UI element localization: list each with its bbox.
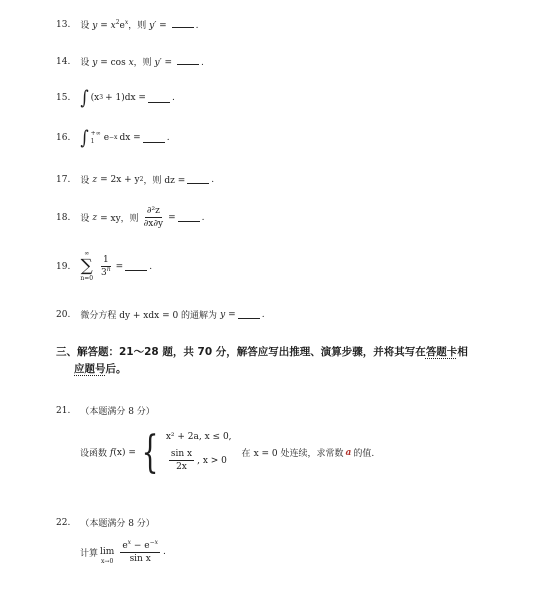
question-22-body: 计算 lim x→0 $\frac{e^x - e^{-x}}{\text{sin x}}$ . [80, 538, 166, 565]
case-2: $\frac{\text{sin x}}{2x}$ , x > 0 [170, 449, 227, 472]
question-number: 18. [56, 212, 71, 223]
answer-blank[interactable] [178, 213, 200, 222]
question-17: 17. 设 z = 2x + y 2 ，则 dz = . [56, 174, 215, 186]
question-21-header [56, 404, 155, 417]
answer-blank[interactable] [172, 19, 194, 28]
score-note: （本题满分 8 分） [80, 519, 155, 529]
score-note: （本题满分 8 分） [80, 407, 155, 417]
partial-derivative-fraction: $\frac{\text{∂²z}}{\partial x\partial y}$ [143, 206, 164, 229]
answer-blank[interactable] [177, 56, 199, 65]
case-1: x² + 2a, x ≤ 0, [165, 432, 232, 442]
integral-sign: ∫ [80, 86, 89, 109]
answer-blank[interactable] [143, 134, 165, 143]
question-number: 14. [56, 56, 71, 67]
question-19: 19. ∞ ∑ n=0 $\frac{1}{3^n}$ = . [56, 250, 153, 282]
series-term-fraction: $\frac{1}{3^n}$ [101, 255, 111, 278]
answer-blank[interactable] [187, 175, 209, 184]
question-text: 设 y = cos x，则 y′ = . [80, 58, 204, 68]
question-18: 18. 设 z = xy，则 $\frac{\text{∂²z}}{\partial x\partial y}$ = . [56, 206, 205, 229]
question-22-header [56, 516, 155, 529]
question-number: 22. [56, 517, 71, 528]
answer-blank[interactable] [125, 262, 147, 271]
question-number: 21. [56, 405, 71, 416]
question-13 [56, 18, 198, 31]
question-number: 20. [56, 309, 71, 320]
answer-blank[interactable] [148, 94, 170, 103]
limit-operator: lim x→0 [100, 547, 115, 565]
answer-blank[interactable] [238, 310, 260, 319]
piecewise-function [136, 426, 232, 478]
limit-fraction: $\frac{e^x - e^{-x}}{\text{sin x}}$ [122, 538, 159, 564]
question-16: 16. ∫ +∞ 1 e −x dx = . [56, 126, 170, 149]
question-21-body: 设函数 f (x) = { x² + 2a, x ≤ 0, $\frac{\text{sin x}}{2x}$ , x > 0 在 x = 0 处连续，求常数 a 的值. [80, 426, 375, 478]
section-heading-solutions: 三、解答题：21～28 题，共 70 分，解答应写出推理、演算步骤，并将其写在答题卡相 应题号后。 [56, 346, 468, 375]
summation-sign: ∞ ∑ n=0 [80, 250, 94, 282]
question-number: 15. [56, 93, 71, 103]
question-number: 13. [56, 19, 71, 30]
left-brace: { [141, 426, 159, 478]
question-14 [56, 55, 204, 68]
question-number: 19. [56, 261, 71, 272]
question-text: 设 $y = x^2e^x$，则 y′ = . [80, 19, 199, 31]
question-15: 15. ∫ (x 3 + 1)dx = . [56, 86, 175, 109]
question-20: 20. 微分方程 dy + xdx = 0 的通解为 y = . [56, 309, 265, 321]
question-number: 17. [56, 174, 71, 185]
constant-a: a [345, 447, 352, 458]
question-number: 16. [56, 133, 71, 143]
integral-sign: ∫ [80, 126, 89, 149]
integral-limits: +∞ 1 [90, 130, 101, 145]
